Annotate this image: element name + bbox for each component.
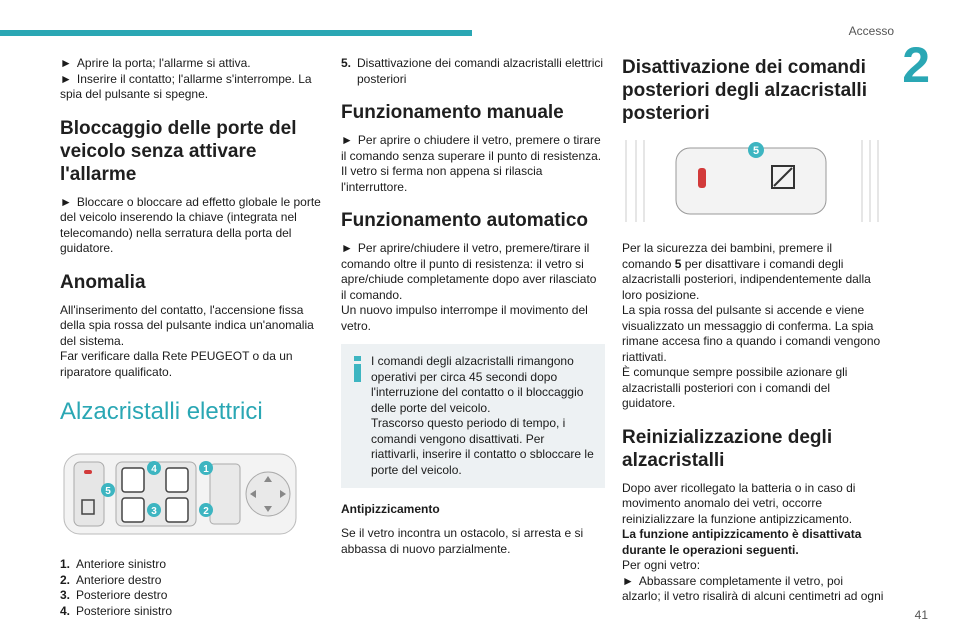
window-switch-panel-image <box>60 450 300 538</box>
paragraph-automatic: ► Per aprire/chiudere il vetro, premere/tirare il comando oltre il punto di resistenza: il vetro si apre/chiude completamente dopo aver rilasciato il comando. Un nuovo impulso interrompe il movimento del vetro. <box>341 241 597 333</box>
chapter-number: 2 <box>902 37 930 93</box>
column-3 <box>622 56 884 615</box>
paragraph-manual: ► Per aprire o chiudere il vetro, premere o tirare il comando senza superare il punto di resistenza. Il vetro si ferma non appena si rilascia l'interruttore. <box>341 133 602 194</box>
paragraph-anomalia: All'inserimento del contatto, l'accensione fissa della spia rossa del pulsante indica un'anomalia del sistema. Far verificare dalla Rete PEUGEOT o da un riparatore qualificato. <box>60 302 314 379</box>
panel-callout-2: 2 <box>203 506 209 517</box>
bullet-arrow-icon: ► <box>60 194 72 209</box>
info-icon <box>351 356 365 382</box>
window-list <box>60 557 322 619</box>
panel-callout-5: 5 <box>105 486 111 497</box>
heading-anomalia: Anomalia <box>60 271 146 293</box>
bullet-arrow-icon: ► <box>60 56 72 70</box>
heading-alzacristalli: Alzacristalli elettrici <box>60 398 263 425</box>
bullet-arrow-icon: ► <box>60 71 72 86</box>
info-box <box>341 344 605 488</box>
panel-callout-3: 3 <box>151 506 157 517</box>
panel-callout-1: 1 <box>203 464 209 475</box>
heading-manual: Funzionamento manuale <box>341 102 564 123</box>
list-item: 2. Anteriore destro <box>60 572 162 587</box>
list-item: 4. Posteriore sinistro <box>60 603 173 618</box>
door-callout-5: 5 <box>752 145 760 157</box>
page-number: 41 <box>914 608 928 622</box>
list-item: 3. Posteriore destro <box>60 588 168 602</box>
heading-automatic: Funzionamento automatico <box>341 210 588 231</box>
panel-callout-4: 4 <box>151 464 157 475</box>
heading-disable-rear: Disattivazione dei comandi posteriori degli alzacristalli posteriori <box>622 57 867 124</box>
info-text: I comandi degli alzacristalli rimangono operativi per circa 45 secondi dopo l'interruzione del contatto o il bloccaggio delle porte del veicolo. Trascorso questo periodo di tempo, i comandi vengono disattivati. Per riattivarli, inserire il contatto o sbloccare le porte del veicolo. <box>371 354 594 477</box>
paragraph-reset: Dopo aver ricollegato la batteria o in caso di movimento anomalo dei vetri, occorre reinizializzare la funzione antipizzicamento. La funzione antipizzicamento è disattivata durante le operazioni seguenti. Per ogni vetro: ► Abbassare completamente il vetro, poi alzarlo; il vetro risalirà di alcuni centimetri ad ogni <box>622 480 884 603</box>
paragraph-child-safety: Per la sicurezza dei bambini, premere il comando 5 per disattivare i comandi degli alzacristalli posteriori, indipendentemente dalla loro posizione. La spia rossa del pulsante si accende e viene visualizzato un messaggio di conferma. La spia rimane accesa fino a quando i comandi vengono riattivati. È comunque sempre possibile azionare gli alzacristalli posteriori con i comandi del guidatore. <box>622 241 881 410</box>
paragraph-alarm-steps: ► Aprire la porta; l'allarme si attiva. ► Inserire il contatto; l'allarme s'interrompe. La spia del pulsante si spegne. <box>60 56 312 101</box>
bullet-arrow-icon: ► <box>622 573 634 588</box>
heading-lock-without-alarm: Bloccaggio delle porte del veicolo senza attivare l'allarme <box>60 117 297 185</box>
list-item-5: 5. Disattivazione dei comandi alzacristalli elettrici posteriori <box>341 56 604 86</box>
list-item: 1. Anteriore sinistro <box>60 557 167 571</box>
paragraph-lock: ► Bloccare o bloccare ad effetto globale le porte del veicolo inserendo la chiave (integrata nel telecomando) nella serratura della porta del guidatore. <box>60 194 321 255</box>
column-1 <box>60 56 322 619</box>
section-title: Accesso <box>848 24 894 38</box>
header-accent-bar <box>0 30 472 36</box>
column-2 <box>341 56 605 567</box>
bullet-arrow-icon: ► <box>341 241 353 255</box>
heading-reset: Reinizializzazione degli alzacristalli <box>622 426 833 471</box>
bullet-arrow-icon: ► <box>341 133 353 147</box>
paragraph-antipinch: Se il vetro incontra un ostacolo, si arresta e si abbassa di nuovo parzialmente. <box>341 526 584 556</box>
rear-lock-switch-image <box>622 138 884 224</box>
heading-antipinch: Antipizzicamento <box>341 502 440 516</box>
